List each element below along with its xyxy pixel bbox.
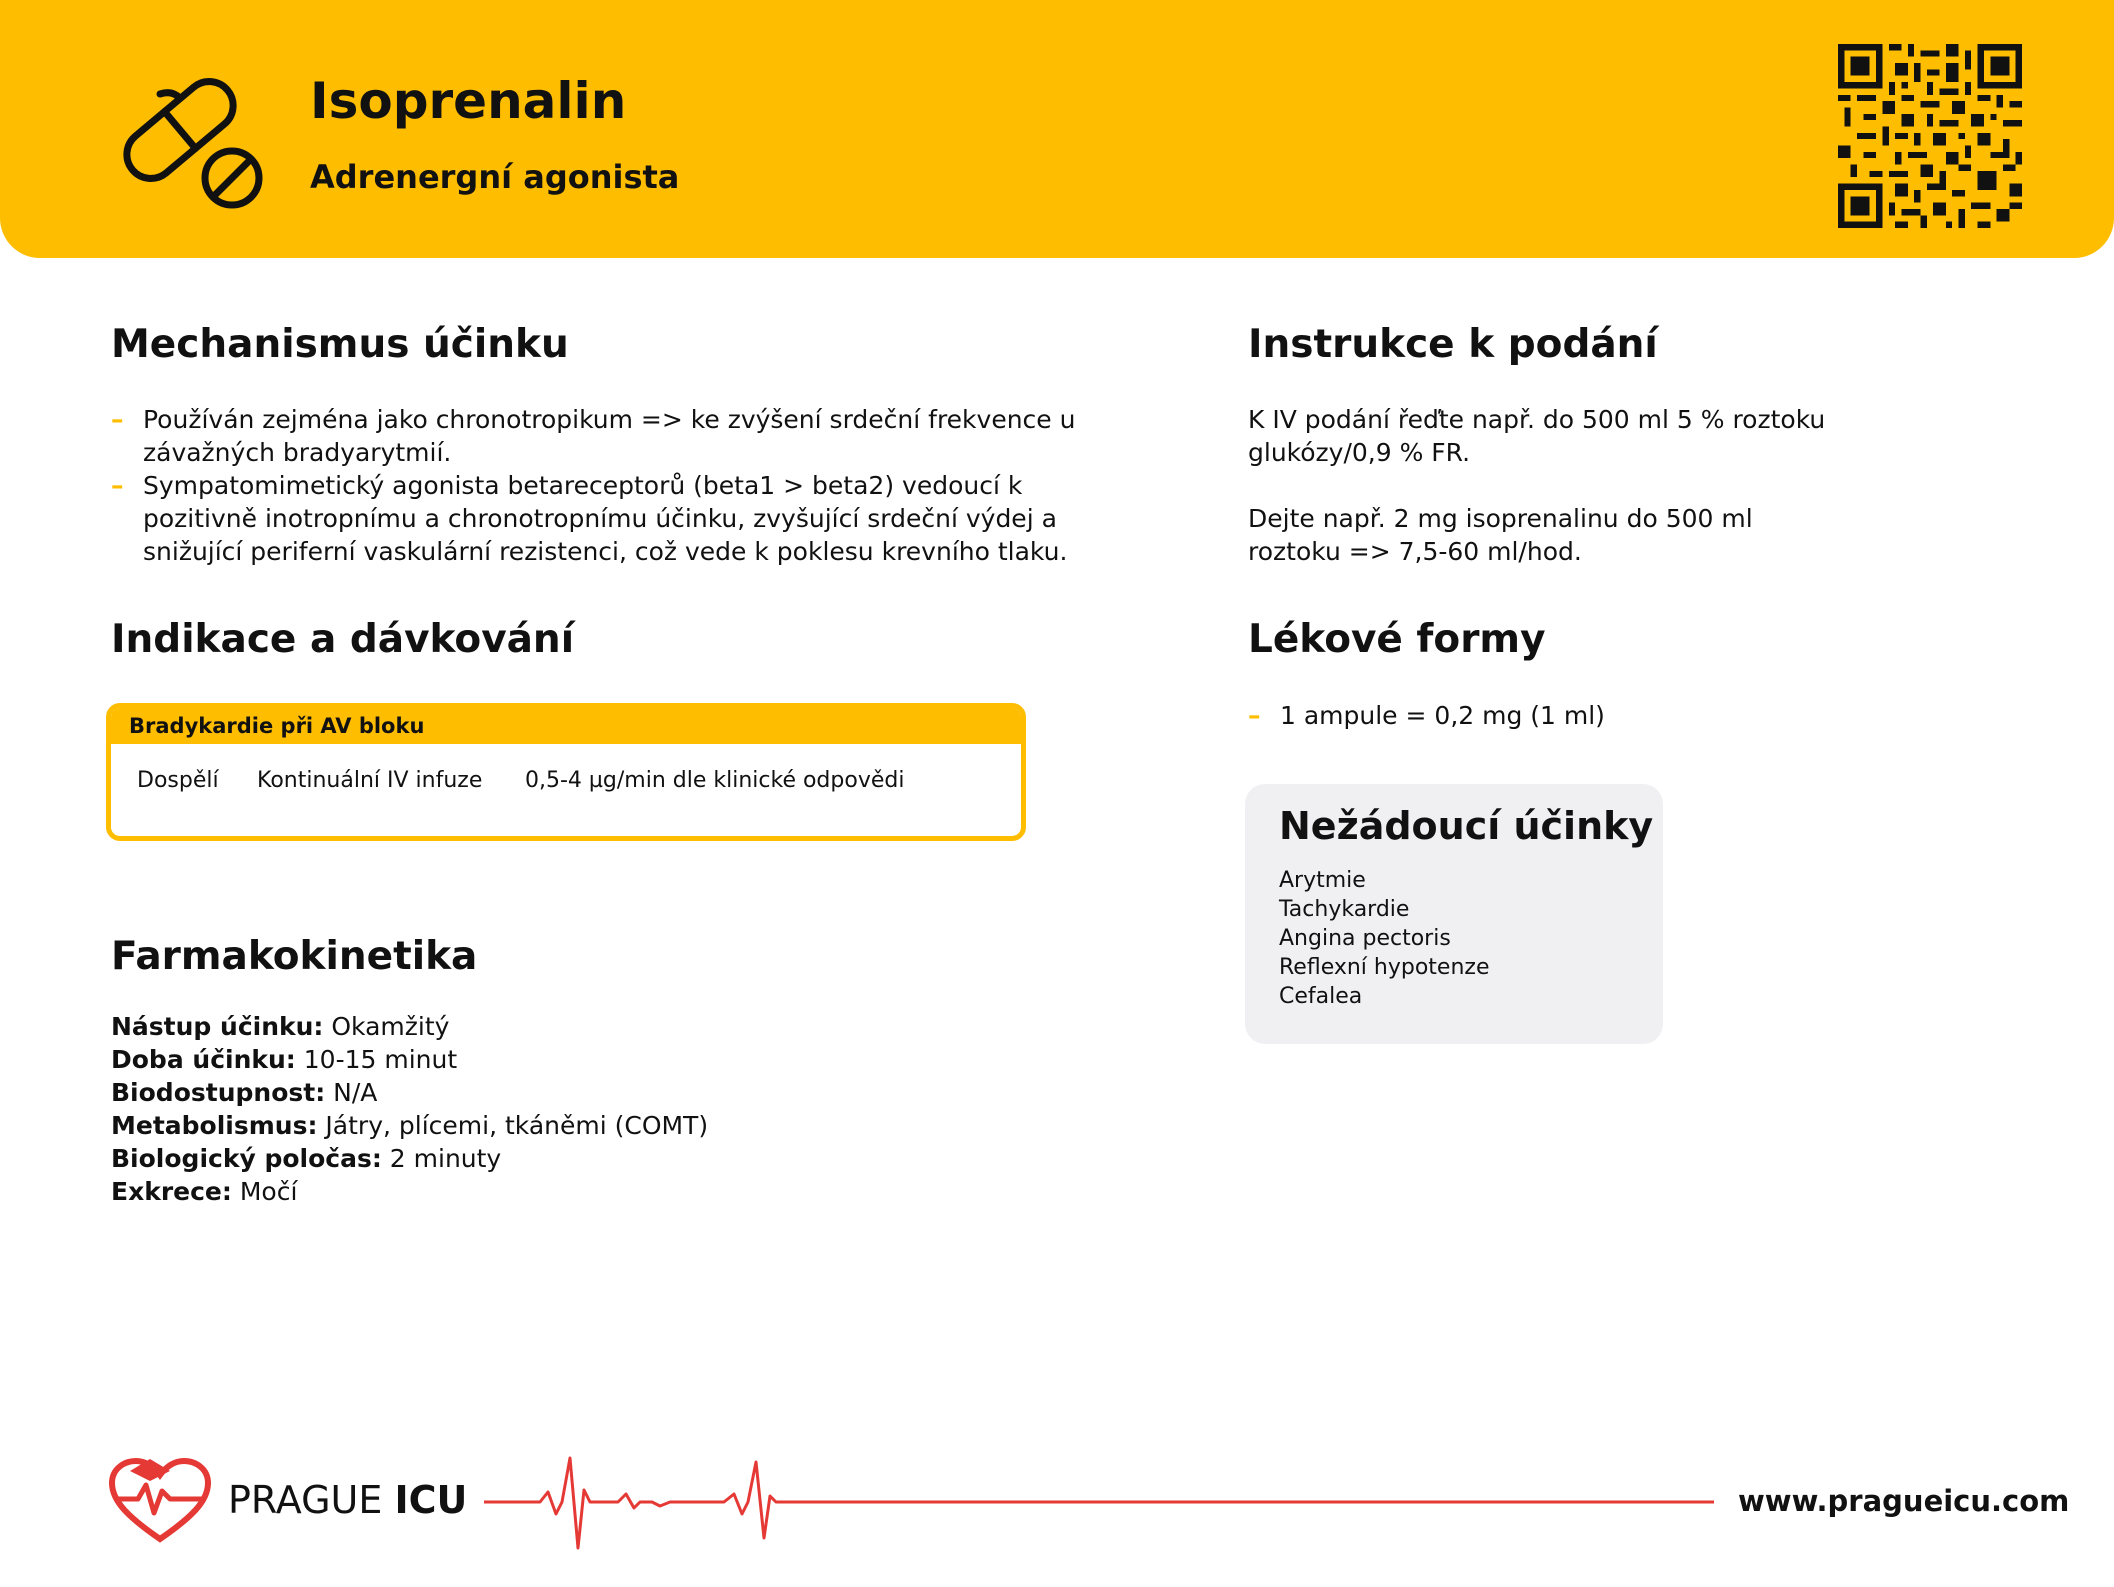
mechanism-heading: Mechanismus účinku xyxy=(111,322,569,367)
mechanism-list xyxy=(111,403,1111,568)
header-banner xyxy=(0,0,2114,258)
forms-heading: Lékové formy xyxy=(1248,617,1546,662)
pk-list xyxy=(111,1010,708,1208)
dosage-value: 0,5-4 µg/min dle klinické odpovědi xyxy=(525,768,905,793)
list-item: Arytmie xyxy=(1279,868,1366,893)
indication-heading: Indikace a dávkování xyxy=(111,617,575,662)
list-item: Reflexní hypotenze xyxy=(1279,955,1490,980)
list-item: – Používán zejména jako chronotropikum => ke zvýšení srdeční frekvence u závažných bradyarytmií. xyxy=(111,405,1076,467)
bullet-dash-icon: – xyxy=(111,405,124,434)
pill-icon xyxy=(110,68,270,218)
adverse-effects-card xyxy=(1245,784,1663,1044)
dosage-card xyxy=(106,703,1026,841)
pk-row: Exkrece: Močí xyxy=(111,1177,298,1206)
pk-row: Biodostupnost: N/A xyxy=(111,1078,378,1107)
footer-url[interactable]: www.pragueicu.com xyxy=(1738,1484,2070,1518)
list-item: – Sympatomimetický agonista betareceptorů (beta1 > beta2) vedoucí k pozitivně inotropnímu a chronotropnímu účinku, zvyšující srdeční výdej a snižující periferní vaskulární rezistenci, což vede k poklesu krevního tlaku. xyxy=(111,471,1068,566)
pk-row: Biologický poločas: 2 minuty xyxy=(111,1144,502,1173)
qr-code-icon[interactable] xyxy=(1838,44,2022,228)
administration-heading: Instrukce k podání xyxy=(1248,322,1658,367)
list-item: Angina pectoris xyxy=(1279,926,1451,951)
list-item: Cefalea xyxy=(1279,984,1363,1009)
pk-row: Nástup účinku: Okamžitý xyxy=(111,1012,450,1041)
administration-text-1: K IV podání řeďte např. do 500 ml 5 % roztoku glukózy/0,9 % FR. xyxy=(1248,405,1826,467)
dosage-card-title: Bradykardie při AV bloku xyxy=(111,708,1021,744)
heart-ecg-logo-icon xyxy=(108,1455,212,1545)
pk-heading: Farmakokinetika xyxy=(111,934,478,979)
footer-brand: PRAGUE ICU xyxy=(228,1478,468,1522)
drug-class: Adrenergní agonista xyxy=(310,158,680,196)
pk-row: Doba účinku: 10-15 minut xyxy=(111,1045,458,1074)
forms-list xyxy=(1248,699,1848,732)
list-item: Tachykardie xyxy=(1279,897,1410,922)
adverse-list xyxy=(1279,866,1489,1011)
pk-row: Metabolismus: Játry, plícemi, tkáněmi (COMT) xyxy=(111,1111,709,1140)
drug-title: Isoprenalin xyxy=(310,72,627,130)
list-item: – 1 ampule = 0,2 mg (1 ml) xyxy=(1248,701,1605,730)
dosage-route: Kontinuální IV infuze xyxy=(257,768,483,793)
ecg-line-icon xyxy=(484,1450,1714,1550)
bullet-dash-icon: – xyxy=(111,471,124,500)
dosage-group: Dospělí xyxy=(137,768,219,793)
bullet-dash-icon: – xyxy=(1248,701,1261,730)
adverse-heading: Nežádoucí účinky xyxy=(1279,804,1654,848)
administration-text-2: Dejte např. 2 mg isoprenalinu do 500 ml roztoku => 7,5-60 ml/hod. xyxy=(1248,504,1753,566)
